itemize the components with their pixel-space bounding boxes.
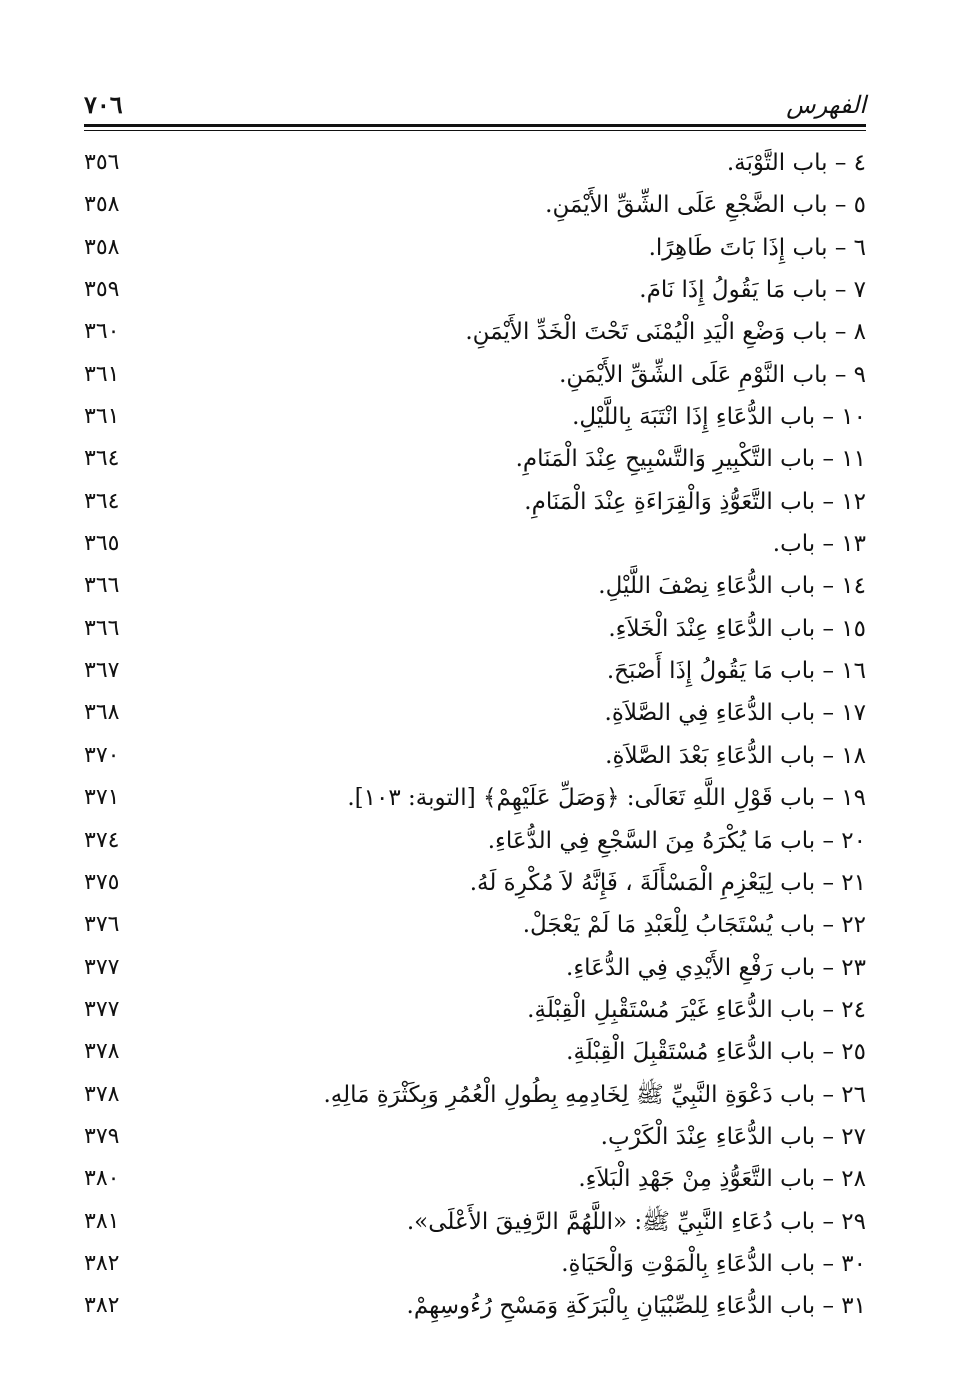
- toc-entry-title: ٢٣ – باب رَفْعِ الأَيْدِي فِي الدُّعَاءِ.: [566, 954, 866, 981]
- toc-entry: [84, 1158, 866, 1200]
- toc-entry: [84, 481, 866, 523]
- toc-entry-page: ٣٧٠: [84, 742, 120, 768]
- toc-entry-title: ١٦ – باب مَا يَقُولُ إِذَا أَصْبَحَ.: [606, 658, 866, 685]
- toc-entry: [84, 1031, 866, 1073]
- toc-entry-page: ٣٨٢: [84, 1293, 120, 1319]
- toc-entry-page: ٣٧٩: [84, 1123, 120, 1149]
- toc-entry-title: ٢١ – باب لِيَعْزِمِ الْمَسْأَلَةَ ، فَإِنَّهُ لاَ مُكْرِهَ لَهُ.: [469, 869, 866, 896]
- toc-entry-page: ٣٥٨: [84, 234, 120, 260]
- header-rule-thick: [84, 124, 866, 127]
- running-title: الفهرس: [786, 91, 866, 119]
- toc-entry-title: ٢٧ – باب الدُّعَاءِ عِنْدَ الْكَرْبِ.: [600, 1123, 866, 1150]
- toc-entry: [84, 1116, 866, 1158]
- toc-entry: [84, 1285, 866, 1327]
- toc-entry-title: ٢٢ – باب يُسْتَجَابُ لِلْعَبْدِ مَا لَمْ يَعْجَلْ.: [522, 912, 866, 939]
- toc-entry-page: ٣٦٥: [84, 531, 120, 557]
- toc-entry-title: ٢٨ – باب التَّعَوُّذِ مِنْ جَهْدِ الْبَلاَءِ.: [578, 1166, 866, 1193]
- toc-entry: [84, 142, 866, 184]
- toc-entry-title: ٦ – باب إِذَا بَاتَ طَاهِرًا.: [648, 234, 866, 261]
- toc-entry-page: ٣٦٦: [84, 573, 120, 599]
- toc-entry-title: ١٥ – باب الدُّعَاءِ عِنْدَ الْخَلاَءِ.: [608, 615, 866, 642]
- toc-entry: [84, 650, 866, 692]
- toc-entry-title: ٣١ – باب الدُّعَاءِ لِلصِّبْيَانِ بِالْبَرَكَةِ وَمَسْحِ رُءُوسِهِمْ.: [406, 1293, 866, 1320]
- toc-entry: [84, 1243, 866, 1285]
- toc-entry-title: ١٧ – باب الدُّعَاءِ فِي الصَّلاَةِ.: [604, 700, 866, 727]
- toc-entry: [84, 565, 866, 607]
- toc-entry-title: ١١ – باب التَّكْبِيرِ وَالتَّسْبِيحِ عِنْدَ الْمَنَامِ.: [515, 446, 866, 473]
- toc-entry: [84, 311, 866, 353]
- toc-entry: [84, 1201, 866, 1243]
- toc-entry-page: ٣٥٦: [84, 150, 120, 175]
- toc-entry: [84, 777, 866, 819]
- toc-entry-page: ٣٦١: [84, 404, 120, 430]
- page-number: ٧٠٦: [84, 90, 123, 119]
- toc-entry-page: ٣٨٢: [84, 1250, 120, 1276]
- toc-entry-title: ٣٠ – باب الدُّعَاءِ بِالْمَوْتِ وَالْحَيَاةِ.: [561, 1250, 866, 1277]
- toc-entry-title: ٢٤ – باب الدُّعَاءِ غَيْرَ مُسْتَقْبِلِ الْقِبْلَةِ.: [527, 996, 866, 1023]
- toc-entry-page: ٣٧٨: [84, 1081, 120, 1107]
- toc-entry-title: ٢٠ – باب مَا يُكْرَهُ مِنَ السَّجْعِ فِي الدُّعَاءِ.: [487, 827, 866, 854]
- toc-entry-title: ٨ – باب وَضْعِ الْيَدِ الْيُمْنَى تَحْتَ الْخَدِّ الأَيْمَنِ.: [465, 319, 866, 346]
- toc-entry-page: ٣٦١: [84, 361, 120, 387]
- toc-entry-page: ٣٨٠: [84, 1166, 120, 1192]
- toc-entry: [84, 820, 866, 862]
- toc-entry-title: ١٠ – باب الدُّعَاءِ إِذَا انْتَبَهَ بِاللَّيْلِ.: [572, 404, 866, 431]
- toc-entry-page: ٣٦٤: [84, 488, 120, 514]
- toc-entry-page: ٣٧٦: [84, 912, 120, 938]
- toc-entry-title: ٤ – باب التَّوْبَة.: [726, 150, 866, 176]
- toc-entry-page: ٣٥٩: [84, 277, 120, 303]
- toc-entry: [84, 1074, 866, 1116]
- toc-entry-title: ٢٩ – باب دُعَاءِ النَّبِيِّ ﷺ: «اللَّهُمَّ الرَّفِيقَ الأَعْلَى».: [406, 1208, 866, 1235]
- toc-entry-title: ١٢ – باب التَّعَوُّذِ وَالْقِرَاءَةِ عِنْدَ الْمَنَامِ.: [524, 488, 866, 515]
- toc-entry-title: ٢٥ – باب الدُّعَاءِ مُسْتَقْبِلَ الْقِبْلَةِ.: [566, 1039, 866, 1066]
- toc-entry-title: ٩ – باب النَّوْمِ عَلَى الشِّقِّ الأَيْمَنِ.: [559, 361, 866, 388]
- toc-entry-page: ٣٧٥: [84, 869, 120, 895]
- toc-entry: [84, 735, 866, 777]
- toc-entry: [84, 184, 866, 226]
- table-of-contents: [84, 142, 866, 1328]
- toc-entry: [84, 989, 866, 1031]
- toc-entry-title: ٥ – باب الضَّجْعِ عَلَى الشِّقِّ الأَيْمَنِ.: [545, 192, 866, 219]
- toc-entry-title: ١٩ – باب قَوْلِ اللَّهِ تَعَالَى: ﴿وَصَلِّ عَلَيْهِمْ﴾ [التوبة: ١٠٣].: [347, 785, 866, 812]
- toc-entry: [84, 269, 866, 311]
- toc-entry-page: ٣٧٧: [84, 996, 120, 1022]
- toc-entry-page: ٣٥٨: [84, 192, 120, 218]
- toc-entry-title: ١٣ – باب.: [772, 531, 866, 558]
- toc-entry-title: ٧ – باب مَا يَقُولُ إِذَا نَامَ.: [639, 277, 866, 304]
- toc-entry: [84, 523, 866, 565]
- header-rule-thin: [84, 130, 866, 131]
- page-header: [84, 88, 866, 124]
- toc-entry-page: ٣٦٨: [84, 700, 120, 726]
- toc-entry: [84, 354, 866, 396]
- toc-entry: [84, 396, 866, 438]
- toc-entry-title: ١٨ – باب الدُّعَاءِ بَعْدَ الصَّلاَةِ.: [605, 742, 866, 769]
- toc-entry: [84, 947, 866, 989]
- toc-entry: [84, 227, 866, 269]
- toc-entry-page: ٣٦٠: [84, 319, 120, 345]
- toc-entry: [84, 438, 866, 480]
- toc-entry-page: ٣٦٤: [84, 446, 120, 472]
- toc-entry: [84, 904, 866, 946]
- toc-entry: [84, 608, 866, 650]
- toc-entry-page: ٣٨١: [84, 1208, 120, 1234]
- toc-entry-page: ٣٦٧: [84, 658, 120, 684]
- toc-entry-page: ٣٧٨: [84, 1039, 120, 1065]
- toc-entry: [84, 692, 866, 734]
- toc-entry-page: ٣٧١: [84, 785, 120, 811]
- toc-entry-page: ٣٧٧: [84, 954, 120, 980]
- toc-entry-title: ١٤ – باب الدُّعَاءِ نِصْفَ اللَّيْلِ.: [598, 573, 866, 600]
- toc-entry-title: ٢٦ – باب دَعْوَةِ النَّبِيِّ ﷺ لِخَادِمِهِ بِطُولِ الْعُمُرِ وَبِكَثْرَةِ مَالِهِ.: [323, 1081, 866, 1108]
- toc-entry: [84, 862, 866, 904]
- toc-entry-page: ٣٦٦: [84, 615, 120, 641]
- toc-entry-page: ٣٧٤: [84, 827, 120, 853]
